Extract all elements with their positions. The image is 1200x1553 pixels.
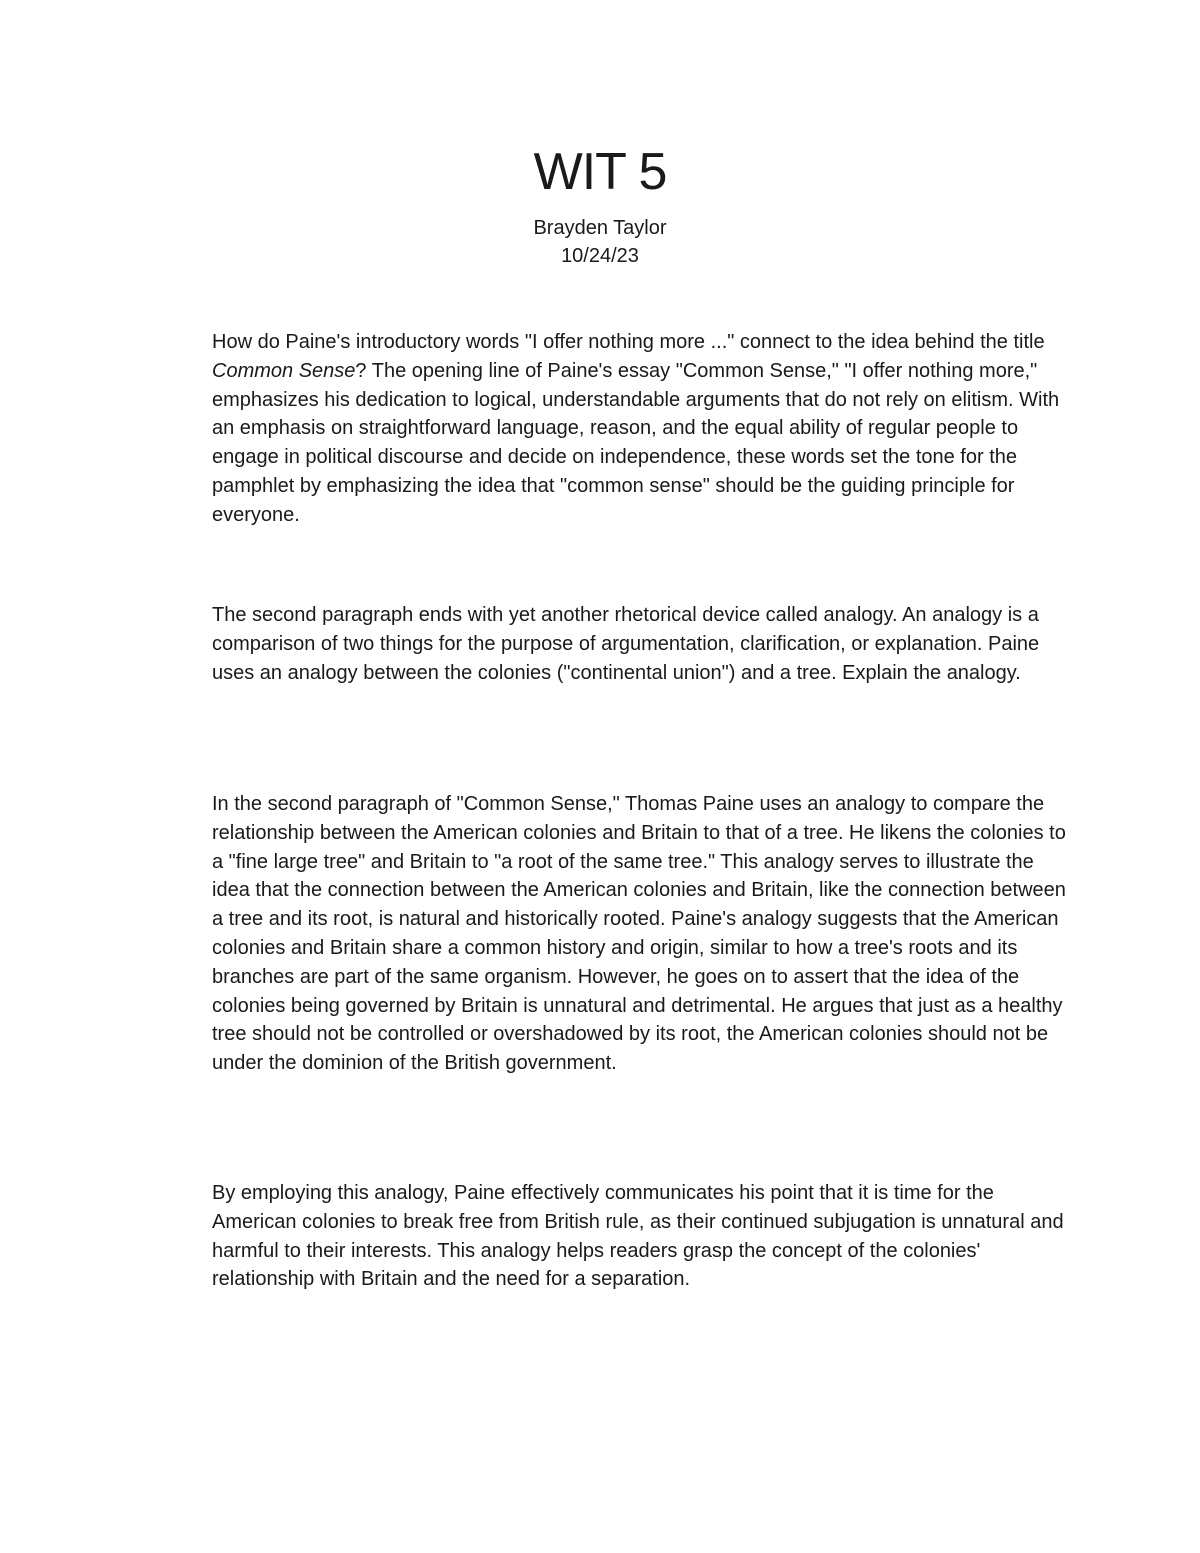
paragraph-1-text-start: How do Paine's introductory words "I offer nothing more ..." connect to the idea behind the title (212, 331, 1045, 353)
author-name: Brayden Taylor (533, 217, 667, 239)
paragraph-1-text-end: ? The opening line of Paine's essay "Common Sense," "I offer nothing more," emphasizes his dedication to logical, understandable arguments that do not rely on elitism. With an emphasis on straightforward language, reason, and the equal ability of regular people to engage in political discourse and decide on independence, these words set the tone for the pamphlet by emphasizing the idea that "common sense" should be the guiding principle for everyone. (212, 359, 1060, 526)
paragraph-conclusion: By employing this analogy, Paine effectively communicates his point that it is time for the American colonies to break free from British rule, as their continued subjugation is unnatural and harmful to their interests. This analogy helps readers grasp the concept of the colonies' relationship with Britain and the need for a separation. (212, 1182, 1064, 1291)
document-date: 10/24/23 (561, 245, 639, 267)
book-title-italic: Common Sense (212, 359, 356, 382)
document-title: WIT 5 (533, 143, 667, 201)
paragraph-question-1 (212, 328, 1072, 530)
paragraph-question-2: The second paragraph ends with yet another rhetorical device called analogy. An analogy is a comparison of two things for the purpose of argumentation, clarification, or explanation. Paine uses an analogy between the colonies ("continental union") and a tree. Explain the analogy. (212, 604, 1040, 684)
paragraph-answer-2: In the second paragraph of "Common Sense," Thomas Paine uses an analogy to compare the relationship between the American colonies and Britain to that of a tree. He likens the colonies to a "fine large tree" and Britain to "a root of the same tree." This analogy serves to illustrate the idea that the connection between the American colonies and Britain, like the connection between a tree and its root, is natural and historically rooted. Paine's analogy suggests that the American colonies and Britain share a common history and origin, similar to how a tree's roots and its branches are part of the same organism. However, he goes on to assert that the idea of the colonies being governed by Britain is unnatural and detrimental. He argues that just as a healthy tree should not be controlled or overshadowed by its root, the American colonies should not be under the dominion of the British government. (212, 793, 1066, 1075)
